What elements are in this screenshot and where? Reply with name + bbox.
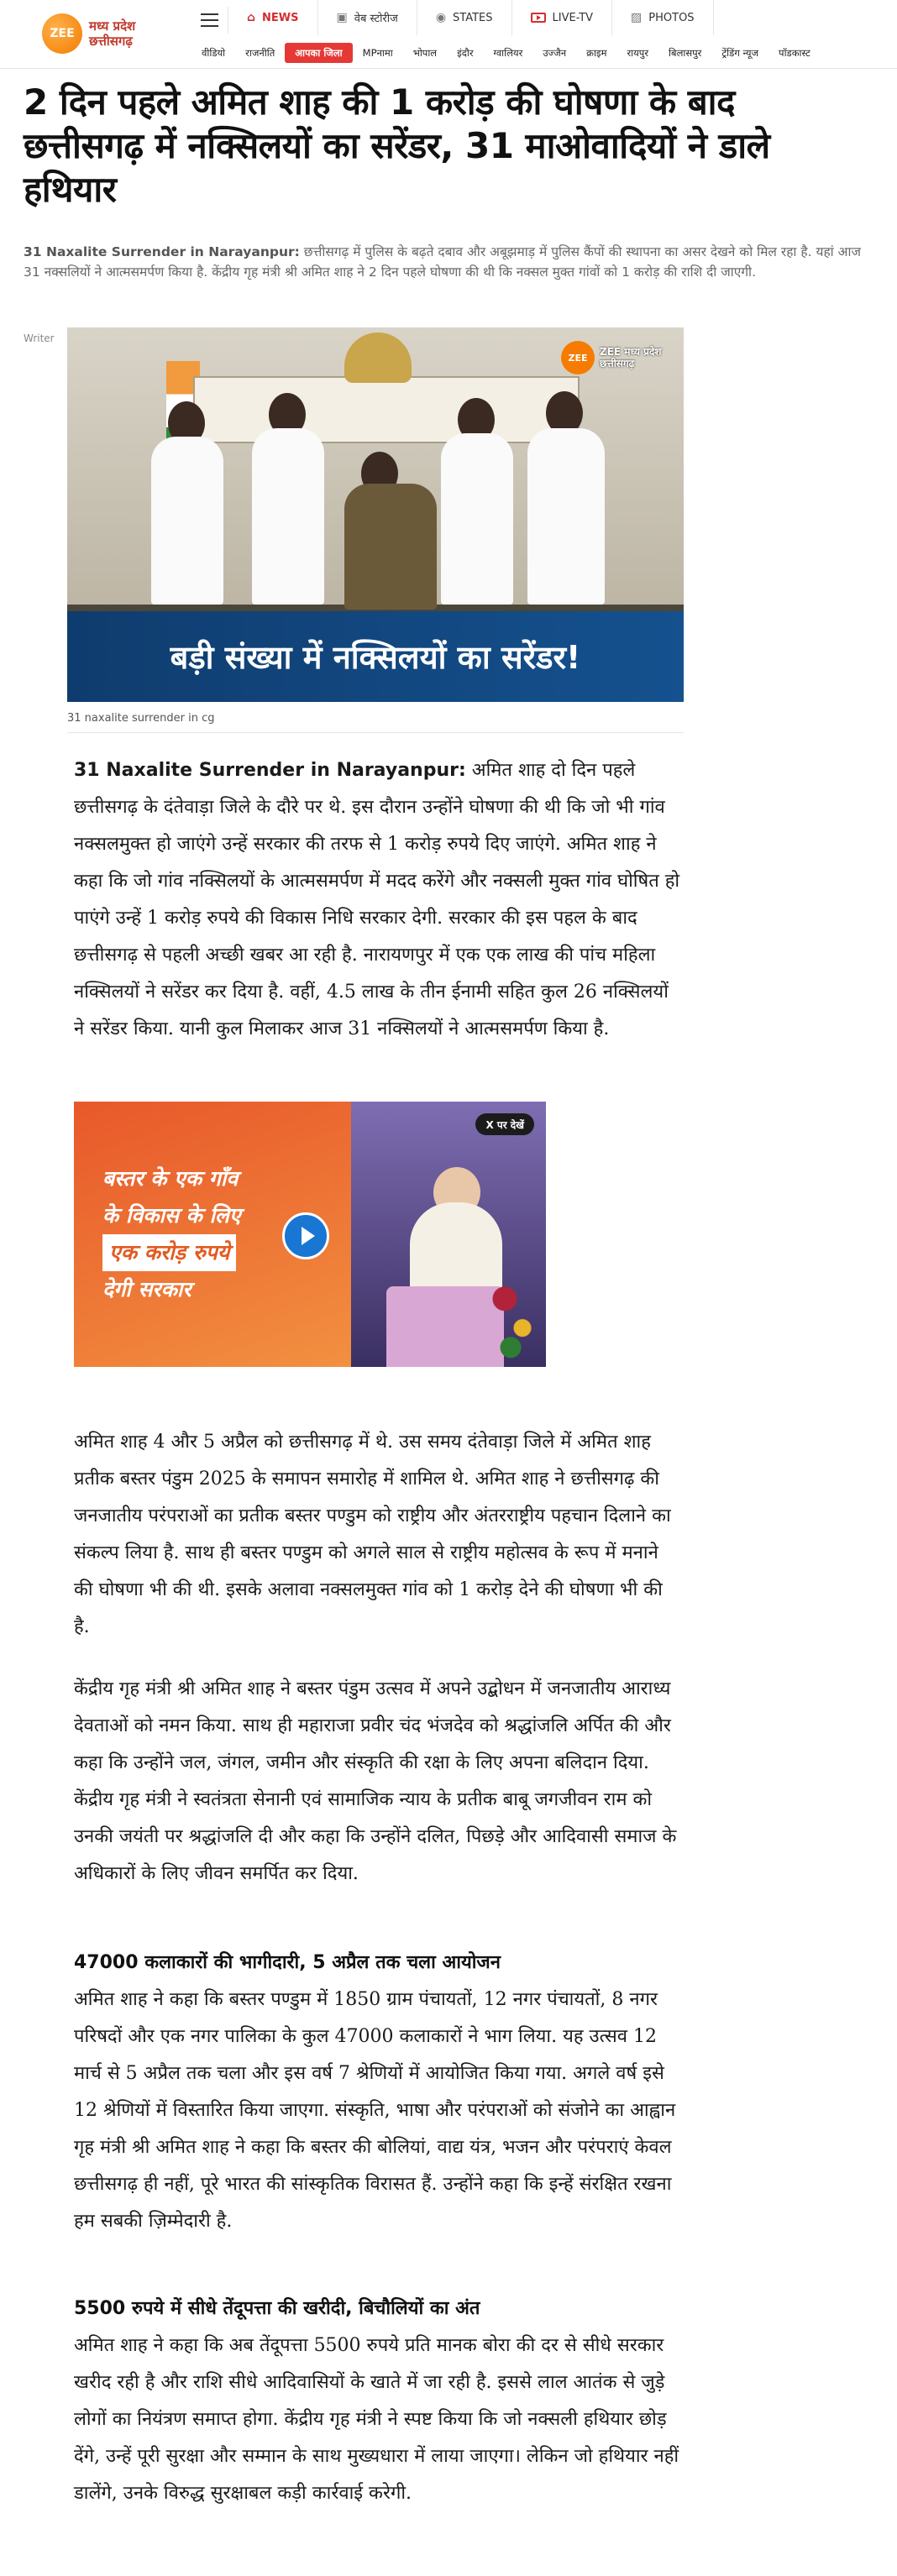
location-pin-icon: ◉ [435, 11, 447, 24]
topnav-label: PHOTOS [648, 11, 695, 24]
subnav-item[interactable]: राजनीति [245, 46, 275, 59]
article-paragraph: अमित शाह ने कहा कि अब तेंदूपत्ता 5500 रुपये प्रति मानक बोरा की दर से सीधे सरकार खरीद रही है और राशि सीधे आदिवासियों के खाते में जा रही है. इससे लाल आतंक से जुड़े लोगों का नियंत्रण समाप्त होगा. केंद्रीय गृह मंत्री ने स्पष्ट किया कि जो नक्सली हथियार छोड़ देंगे, उन्हें पूरी सुरक्षा और सम्मान के साथ मुख्यधारा में लाया जाएगा। लेकिन जो हथियार नहीं डालेंगे, उनके विरुद्ध सुरक्षाबल कड़ी कार्रवाई करेगी. [74, 2335, 679, 2504]
video-line: देगी सरकार [102, 1277, 191, 1301]
article-subheading: 5500 रुपये में सीधे तेंदूपत्ता की खरीदी, बिचौलियों का अंत [74, 2298, 480, 2319]
subnav-item[interactable]: ट्रेंडिंग न्यूज [721, 46, 759, 59]
hamburger-menu-icon[interactable] [191, 7, 228, 34]
article-summary [24, 242, 863, 282]
subnav-item[interactable]: ग्वालियर [493, 46, 523, 59]
logo-line-1: मध्य प्रदेश [89, 18, 136, 34]
topnav-news[interactable] [228, 0, 318, 35]
subnav-item[interactable]: इंदौर [457, 46, 474, 59]
subnav-item[interactable]: MPनामा [362, 46, 393, 59]
zee-logo-badge: ZEE [42, 13, 82, 54]
topnav-web-stories[interactable] [318, 0, 417, 35]
subnav-item[interactable]: पॉडकास्ट [779, 46, 810, 59]
sub-nav [191, 42, 821, 64]
subnav-item[interactable]: क्राइम [586, 46, 607, 59]
hero-logo-line-2: छत्तीसगढ़ [600, 358, 635, 369]
view-on-x-button[interactable]: X पर देखें [475, 1113, 534, 1135]
summary-text: छत्तीसगढ़ में पुलिस के बढ़ते दबाव और अबूझमाड़ में पुलिस कैंपों की स्थापना का असर देखने को मिल रहा है. यहां आज 31 नक्सलियों ने आत्मसमर्पण किया है. केंद्रीय गृह मंत्री श्री अमित शाह ने 2 दिन पहले घोषणा की थी कि नक्सल मुक्त गांवों को 1 करोड़ की राशि दी जाएगी. [24, 244, 861, 280]
flowers-graphic [487, 1270, 546, 1367]
site-header [0, 0, 897, 69]
topnav-label: LIVE-TV [552, 11, 594, 24]
play-button-icon[interactable] [282, 1212, 329, 1259]
writer-label[interactable]: Writer [24, 332, 55, 344]
video-line: के विकास के लिए [102, 1203, 241, 1228]
topnav-live-tv[interactable] [512, 0, 613, 35]
subnav-item[interactable]: भोपाल [412, 46, 438, 59]
site-logo[interactable] [42, 10, 143, 57]
hero-banner-text: बड़ी संख्या में नक्सिलयों का सरेंडर! [67, 611, 684, 702]
topnav-photos[interactable] [612, 0, 714, 35]
paragraph-text: अमित शाह दो दिन पहले छत्तीसगढ़ के दंतेवाड़ा जिले के दौरे पर थे. इस दौरान उन्होंने घोषणा की थी कि जो भी गांव नक्सलमुक्त हो जाएंगे उन्हें सरकार की तरफ से 1 करोड़ रुपये दिए जाएंगे. अमित शाह ने कहा कि जो गांव नक्सिलयों के आत्मसमर्पण में मदद करेंगे और नक्सली मुक्त गांव घोषित हो पाएंगे उन्हें 1 करोड़ रुपये की विकास निधि सरकार देगी. सरकार की इस पहल के बाद छत्तीसगढ़ से पहली अच्छी खबर आ रही है. नारायणपुर में एक एक लाख की पांच महिला नक्सिलयों ने सरेंडर कर दिया है. वहीं, 4.5 लाख के तीन ईनामी सहित कुल 26 नक्सिलयों ने सरेंडर किया. यानी कुल मिलाकर आज 31 नक्सिलयों ने आत्मसमर्पण किया है. [74, 760, 680, 1039]
summary-lead: 31 Naxalite Surrender in Narayanpur: [24, 244, 300, 259]
web-stories-icon: ▣ [336, 11, 348, 24]
article-paragraph: अमित शाह ने कहा कि बस्तर पण्डुम में 1850 ग्राम पंचायतों, 12 नगर पंचायतों, 8 नगर परिषदों और एक नगर पालिका के कुल 47000 कलाकारों ने भाग लिया. यह उत्सव 12 मार्च से 5 अप्रैल तक चला और इस वर्ष 7 श्रेणियों में आयोजित किया गया. अगले वर्ष इसे 12 श्रेणियों में विस्तारित किया जाएगा. संस्कृति, भाषा और परंपराओं को संजोने का आह्वान गृह मंत्री श्री अमित शाह ने कहा कि बस्तर की बोलियां, वाद्य यंत्र, भजन और परंपराएं केवल छत्तीसगढ़ ही नहीं, पूरे भारत की सांस्कृतिक विरासत हैं. उन्होंने कहा कि इन्हें संरक्षित रखना हम सबकी ज़िम्मेदारी है. [74, 1989, 676, 2232]
officer-figure [344, 484, 437, 610]
video-line: बस्तर के एक गाँव [102, 1166, 239, 1191]
topnav-states[interactable] [417, 0, 512, 35]
article-paragraph [74, 752, 680, 1048]
topnav-label: NEWS [262, 11, 299, 24]
home-icon: ⌂ [247, 11, 256, 24]
hero-logo-line-1: ZEE मध्य प्रदेश [600, 346, 662, 358]
live-tv-icon [531, 13, 546, 23]
backdrop-banner [193, 376, 580, 443]
divider [67, 732, 684, 733]
subnav-item[interactable]: रायपुर [627, 46, 649, 59]
photo-caption: 31 naxalite surrender in cg [67, 712, 215, 725]
photo-icon: ▨ [631, 11, 643, 24]
podium-graphic [386, 1286, 504, 1367]
hero-zee-logo: ZEE ZEE मध्य प्रदेश छत्तीसगढ़ [561, 336, 670, 380]
logo-text [89, 18, 135, 49]
article-paragraph: केंद्रीय गृह मंत्री श्री अमित शाह ने बस्तर पंडुम उत्सव में अपने उद्बोधन में जनजातीय आराध्य देवताओं को नमन किया. साथ ही महाराजा प्रवीर चंद भंजदेव को श्रद्धांजलि अर्पित की और कहा कि उन्होंने जल, जंगल, जमीन और संस्कृति की रक्षा के लिए अपना बलिदान दिया. केंद्रीय गृह मंत्री ने स्वतंत्रता सेनानी एवं सामाजिक न्याय के प्रतीक बाबू जगजीवन राम को उनकी जयंती पर श्रद्धांजलि दी और कहा कि उन्होंने दलित, पिछड़े और आदिवासी समाज के अधिकारों के लिए जीवन समर्पित कर दिया. [74, 1678, 677, 1884]
subnav-item-active[interactable]: आपका जिला [285, 43, 352, 63]
video-player[interactable] [74, 1102, 546, 1367]
subnav-item[interactable]: उज्जैन [543, 46, 567, 59]
topnav-label: STATES [453, 11, 493, 24]
article-subheading: 47000 कलाकारों की भागीदारी, 5 अप्रैल तक चला आयोजन [74, 1952, 501, 1973]
article-paragraph: अमित शाह 4 और 5 अप्रैल को छत्तीसगढ़ में थे. उस समय दंतेवाड़ा जिले में अमित शाह प्रतीक बस्तर पंडुम 2025 के समापन समारोह में शामिल थे. अमित शाह ने छत्तीसगढ़ की जनजातीय परंपराओं का प्रतीक बस्तर पण्डुम को राष्ट्रीय और अंतरराष्ट्रीय पहचान दिलाने का संकल्प लिया है. साथ ही बस्तर पण्डुम को अगले साल से राष्ट्रीय महोत्सव के रूप में मनाने की घोषणा भी की थी. इसके अलावा नक्सलमुक्त गांव को 1 करोड़ देने की घोषणा भी की है. [74, 1432, 671, 1637]
subnav-item[interactable]: वीडियो [202, 46, 226, 59]
paragraph-lead: 31 Naxalite Surrender in Narayanpur: [74, 760, 466, 781]
logo-line-2: छत्तीसगढ़ [89, 34, 133, 49]
top-nav [228, 0, 714, 35]
video-line-highlight: एक करोड़ रुपये [102, 1234, 236, 1271]
hero-image [67, 327, 684, 702]
article-headline: 2 दिन पहले अमित शाह की 1 करोड़ की घोषणा के बाद छत्तीसगढ़ में नक्सिलयों का सरेंडर, 31 माओवादियों ने डाले हथियार [24, 81, 770, 210]
topnav-label: वेब स्टोरीज [354, 13, 398, 25]
subnav-item[interactable]: बिलासपुर [669, 46, 702, 59]
